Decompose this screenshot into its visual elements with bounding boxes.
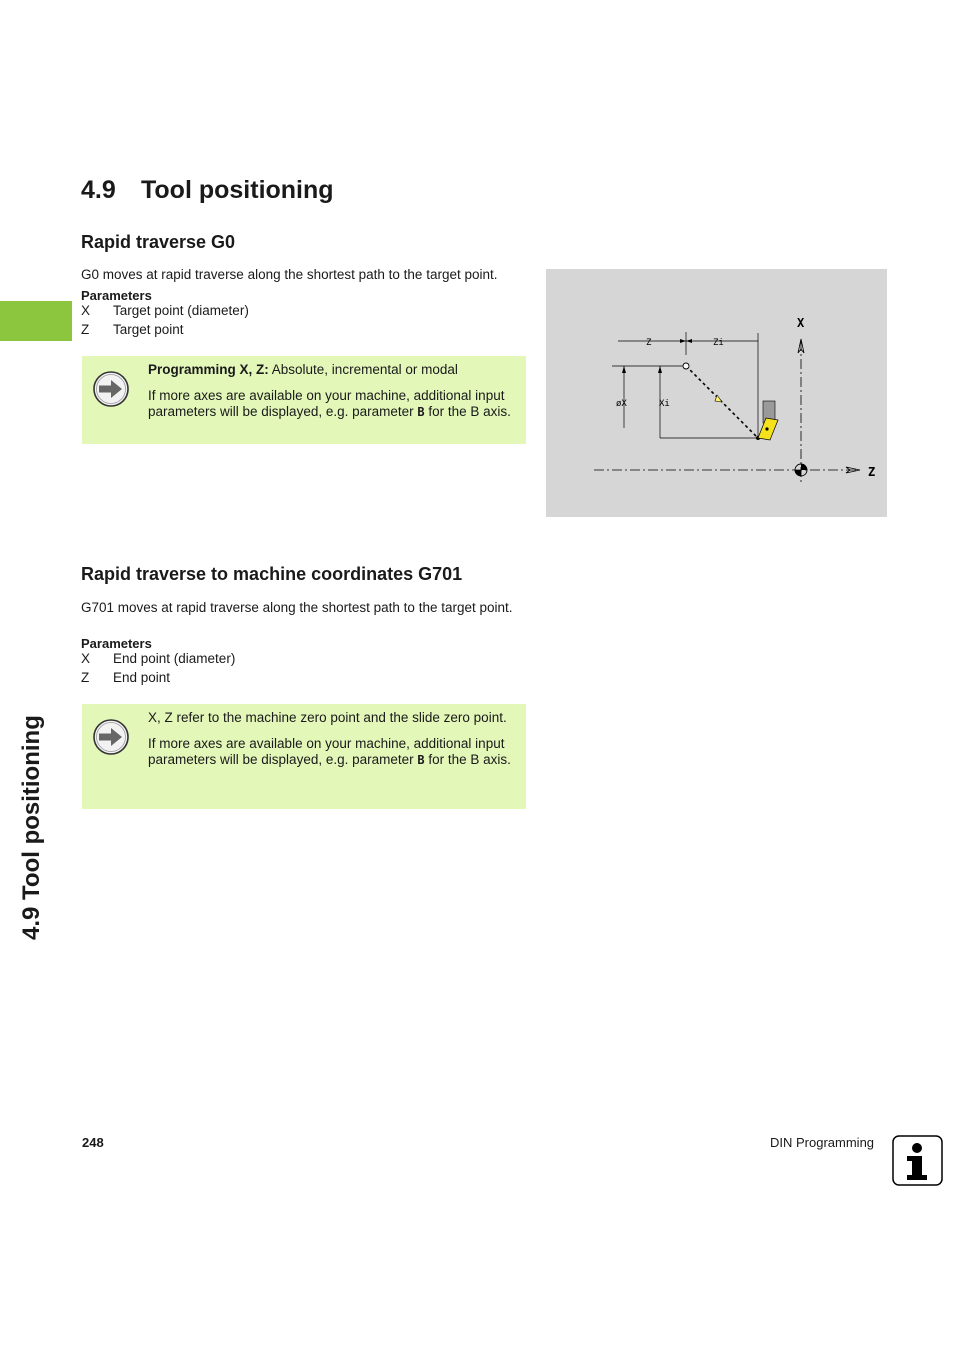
section-title-text: Tool positioning bbox=[141, 176, 334, 204]
param-key: X bbox=[81, 303, 91, 318]
g0-diagram bbox=[546, 269, 887, 517]
g701-note-param-b: B bbox=[417, 753, 425, 767]
g0-note-text-c: for the B axis. bbox=[424, 404, 511, 419]
dx-dim-label: øX bbox=[616, 399, 627, 409]
g701-intro: G701 moves at rapid traverse along the shortest path to the target point. bbox=[81, 600, 513, 615]
arrow-right-icon bbox=[92, 718, 130, 756]
g701-param-row bbox=[81, 670, 170, 686]
g0-param-row bbox=[81, 303, 249, 319]
z-axis-label: Z bbox=[868, 465, 876, 479]
footer-title: DIN Programming bbox=[770, 1135, 875, 1150]
g701-note-p1: X, Z refer to the machine zero point and the slide zero point. bbox=[148, 710, 507, 725]
g0-note-lead-bold: Programming X, Z: bbox=[148, 362, 269, 377]
g0-note-lead-rest: Absolute, incremental or modal bbox=[268, 362, 458, 377]
page-number: 248 bbox=[82, 1135, 104, 1150]
g0-note-param-b: B bbox=[417, 405, 425, 419]
param-key: X bbox=[81, 651, 91, 666]
g0-params-label: Parameters bbox=[81, 288, 152, 303]
g701-note-text bbox=[148, 736, 516, 768]
g701-note-box bbox=[82, 704, 526, 809]
g701-param-row bbox=[81, 651, 235, 667]
g0-note-text bbox=[148, 388, 516, 420]
param-desc: End point bbox=[113, 670, 171, 685]
param-key: Z bbox=[81, 670, 90, 685]
g701-note-text-a: If more axes are available on your machine, additional input parameters will be displayed, e.g. parameter bbox=[148, 736, 505, 767]
g0-intro: G0 moves at rapid traverse along the shortest path to the target point. bbox=[81, 267, 498, 282]
param-desc: Target point (diameter) bbox=[113, 303, 249, 318]
g0-note-box bbox=[82, 356, 526, 444]
side-tab-highlight bbox=[0, 301, 72, 341]
param-desc: Target point bbox=[113, 322, 184, 337]
target-point bbox=[683, 363, 689, 369]
x-axis-label: X bbox=[797, 316, 805, 330]
g0-note-lead bbox=[148, 362, 516, 378]
info-icon bbox=[892, 1135, 943, 1186]
arrow-right-icon bbox=[92, 370, 130, 408]
g0-heading: Rapid traverse G0 bbox=[81, 232, 236, 252]
param-desc: End point (diameter) bbox=[113, 651, 236, 666]
g0-param-row bbox=[81, 322, 184, 338]
g701-params-label: Parameters bbox=[81, 636, 152, 651]
g701-note-text-c: for the B axis. bbox=[424, 752, 511, 767]
g0-note-text-a: If more axes are available on your machine, additional input parameters will be displayed, e.g. parameter bbox=[148, 388, 505, 419]
section-title bbox=[81, 176, 334, 205]
g0-figure bbox=[546, 269, 887, 517]
side-tab-label: 4.9 Tool positioning bbox=[18, 715, 45, 940]
section-number: 4.9 bbox=[81, 176, 116, 204]
side-tab bbox=[10, 520, 50, 940]
g701-heading: Rapid traverse to machine coordinates G701 bbox=[81, 564, 463, 584]
zi-dim-label: Zi bbox=[713, 338, 724, 348]
param-key: Z bbox=[81, 322, 90, 337]
xi-dim-label: Xi bbox=[659, 399, 670, 409]
z-dim-label: Z bbox=[646, 338, 652, 348]
